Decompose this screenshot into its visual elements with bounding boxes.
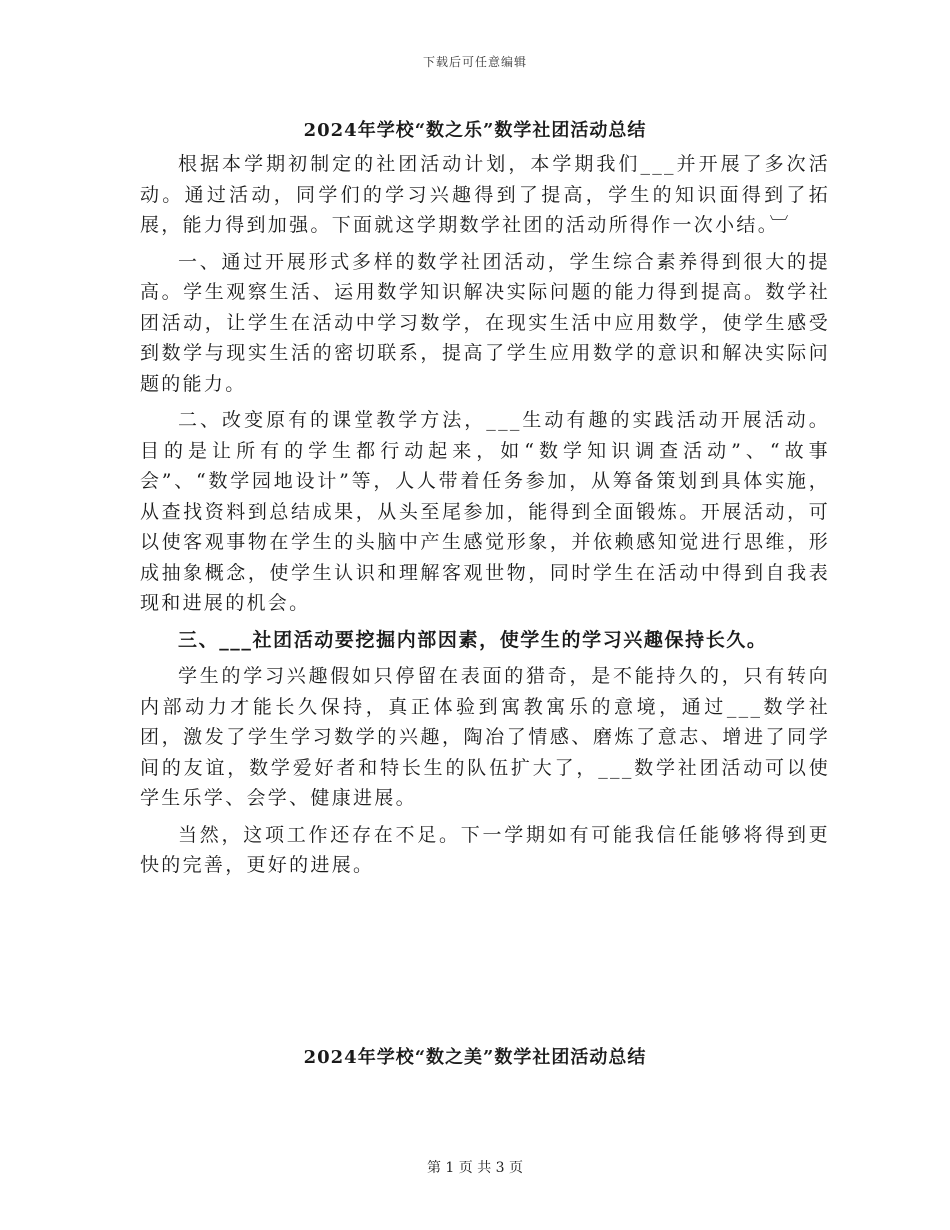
document-body (140, 149, 830, 881)
heading-section-three: 三、___社团活动要挖掘内部因素，使学生的学习兴趣保持长久。 (178, 628, 768, 651)
paragraph-section-three: 学生的学习兴趣假如只停留在表面的猎奇，是不能持久的，只有转向内部动力才能长久保持，真正体验到寓教寓乐的意境，通过___数学社团，激发了学生学习数学的兴趣，陶冶了情感、磨炼了意志、增进了同学间的友谊，数学爱好者和特长生的队伍扩大了，___数学社团活动可以使学生乐学、会学、健康进展。 (140, 665, 830, 809)
paragraph-conclusion: 当然，这项工作还存在不足。下一学期如有可能我信任能够将得到更快的完善，更好的进展。 (140, 823, 830, 876)
page-number: 第 1 页 共 3 页 (426, 1160, 524, 1176)
paragraph-intro: 根据本学期初制定的社团活动计划，本学期我们___并开展了多次活动。通过活动，同学们的学习兴趣得到了提高，学生的知识面得到了拓展，能力得到加强。下面就这学期数学社团的活动所得作一次小结。︺ (140, 153, 830, 236)
paragraph-section-two: 二、改变原有的课堂教学方法，___生动有趣的实践活动开展活动。目的是让所有的学生都行动起来，如“数学知识调查活动”、“故事会”、“数学园地设计”等，人人带着任务参加，从筹备策划到具体实施，从查找资料到总结成果，从头至尾参加，能得到全面锻炼。开展活动，可以使客观事物在学生的头脑中产生感觉形象，并依赖感知觉进行思维，形成抽象概念，使学生认识和理解客观世物，同时学生在活动中得到自我表现和进展的机会。 (140, 409, 830, 614)
document-title: 2024年学校“数之乐”数学社团活动总结 (303, 120, 647, 141)
paragraph-section-one: 一、通过开展形式多样的数学社团活动，学生综合素养得到很大的提高。学生观察生活、运用数学知识解决实际问题的能力得到提高。数学社团活动，让学生在活动中学习数学，在现实生活中应用数学，使学生感受到数学与现实生活的密切联系，提高了学生应用数学的意识和解决实际问题的能力。 (140, 250, 830, 395)
next-document-title: 2024年学校“数之美”数学社团活动总结 (303, 1047, 647, 1068)
header-note: 下载后可任意编辑 (422, 55, 527, 69)
